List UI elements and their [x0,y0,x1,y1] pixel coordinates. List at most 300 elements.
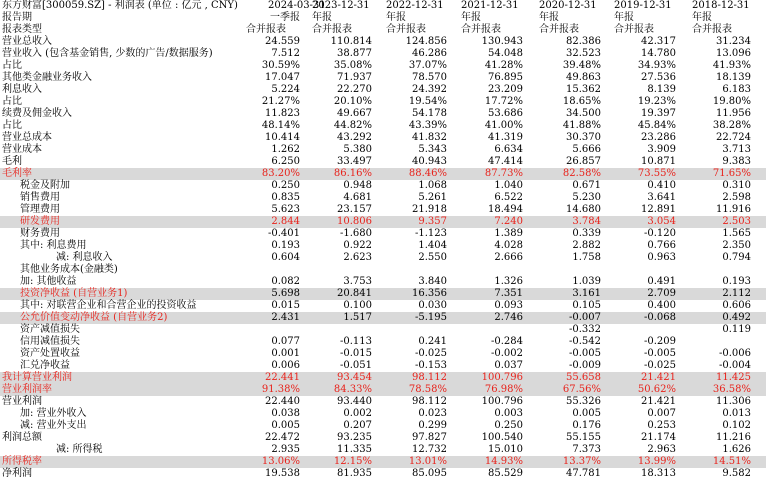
row-value: -0.025 [643,360,676,371]
row-value: 5.224 [271,84,300,95]
row-value: 7.373 [572,444,601,455]
row-label: 加: 其他收益 [20,276,77,287]
row-value: 85.529 [488,468,523,479]
row-value: 13.37% [562,456,601,467]
row-value: 49.667 [337,108,372,119]
table-row [0,228,766,240]
row-value: 0.193 [271,240,300,251]
row-value: 0.193 [722,276,751,287]
row-label: 其他类金融业务收入 [2,72,92,83]
row-value: 1.517 [343,312,372,323]
row-value: 24.559 [265,36,300,47]
table-row [0,468,766,480]
row-label: 财务费用 [20,228,60,239]
row-value [681,264,751,276]
row-value: 2.598 [722,192,751,203]
row-value: 97.827 [412,432,447,443]
row-value: 36.58% [712,384,751,395]
row-value: 0.671 [572,180,601,191]
row-value: 19.54% [408,96,447,107]
row-value: 0.299 [418,420,447,431]
row-value: 0.766 [647,240,676,251]
row-value [606,324,676,336]
row-value [453,264,523,276]
table-row [0,240,766,252]
type-col-6: 合并报表 [614,24,654,35]
row-value: 100.796 [481,396,523,407]
row-label: 信用减值损失 [20,336,80,347]
row-value: 30.59% [261,60,300,71]
sheet-title: 东方财富[300059.SZ] - 利润表 (单位 : 亿元 , CNY) [2,0,238,11]
row-value: 18.494 [488,204,523,215]
table-row [0,132,766,144]
row-value: 5.698 [271,288,300,299]
row-value: 9.383 [722,156,751,167]
row-value [606,264,676,276]
row-value: 130.943 [481,36,523,47]
row-value: 78.58% [408,384,447,395]
table-row [0,276,766,288]
row-value: 30.370 [566,132,601,143]
row-value: 38.877 [337,48,372,59]
row-value: 14.680 [566,204,601,215]
row-label: 资产减值损失 [20,324,80,335]
row-value: -0.113 [339,336,372,347]
period-col-3: 年报 [386,12,406,23]
row-value: 0.037 [494,360,523,371]
row-value: 0.410 [647,180,676,191]
row-label: 加: 营业外收入 [20,408,87,419]
row-label: 税金及附加 [20,180,70,191]
row-value: -0.007 [568,312,601,323]
row-value: 6.522 [494,192,523,203]
row-value: 24.392 [412,84,447,95]
row-value: 18.313 [641,468,676,479]
row-value: -0.332 [568,324,601,335]
row-value: 49.863 [566,72,601,83]
row-value: 0.794 [722,252,751,263]
row-value: 41.832 [412,132,447,143]
row-value: 11.956 [716,108,751,119]
row-value: 46.286 [412,48,447,59]
row-value [681,336,751,348]
row-value: 22.724 [716,132,751,143]
table-row [0,96,766,108]
row-value: 11.916 [716,204,751,215]
row-value: -0.005 [568,348,601,359]
row-value: 3.909 [647,144,676,155]
row-value: 0.606 [722,300,751,311]
row-value: 0.006 [271,360,300,371]
row-value: 0.002 [343,408,372,419]
row-value [302,324,372,336]
row-value: -0.004 [718,360,751,371]
type-col-1: 合并报表 [246,24,286,35]
row-value: 41.88% [562,120,601,131]
row-value: 13.01% [408,456,447,467]
row-value: 0.250 [494,420,523,431]
row-label: 续费及佣金收入 [2,108,72,119]
row-label: 其中: 利息费用 [20,240,87,251]
type-col-5: 合并报表 [539,24,579,35]
table-row [0,348,766,360]
row-value: 41.319 [488,132,523,143]
row-label: 营业利润 [2,396,42,407]
row-value: 2.550 [418,252,447,263]
row-value: 15.010 [488,444,523,455]
row-label: 毛利 [2,156,22,167]
row-value: 11.823 [265,108,300,119]
table-row [0,36,766,48]
row-label: 资产处置收益 [20,348,80,359]
row-value: 0.102 [722,420,751,431]
row-value: 0.253 [647,420,676,431]
row-value: 0.005 [271,420,300,431]
row-value: 7.512 [271,48,300,59]
table-row [0,372,766,384]
row-value: 0.105 [572,300,601,311]
row-value: 21.27% [261,96,300,107]
type-col-2: 合并报表 [312,24,352,35]
row-value: 54.178 [412,108,447,119]
row-value: -0.025 [414,348,447,359]
row-value: 3.161 [572,288,601,299]
row-value: 43.39% [408,120,447,131]
table-row [0,204,766,216]
table-row [0,432,766,444]
table-row [0,396,766,408]
row-value: -0.401 [267,228,300,239]
row-value: 11.306 [716,396,751,407]
row-label: 净利润 [2,468,32,479]
row-value: 17.72% [484,96,523,107]
period-col-4: 年报 [461,12,481,23]
row-value: 100.796 [481,372,523,383]
row-value: 11.335 [337,444,372,455]
row-value: 5.623 [271,204,300,215]
row-label: 利润总额 [2,432,42,443]
row-value [531,264,601,276]
period-col-5: 年报 [539,12,559,23]
row-value: 0.100 [343,300,372,311]
table-row [0,420,766,432]
row-value: 17.047 [265,72,300,83]
table-row [0,72,766,84]
row-label: 毛利率 [2,168,32,179]
row-value: 33.497 [337,156,372,167]
row-value: 7.240 [494,216,523,227]
row-value: 0.241 [418,336,447,347]
row-value: 71.65% [712,168,751,179]
row-value [230,264,300,276]
row-label: 投资净收益 (自营业务1) [20,288,128,299]
row-value: 0.023 [418,408,447,419]
row-value: 2.112 [722,288,751,299]
row-value: 45.84% [637,120,676,131]
row-value: 50.62% [637,384,676,395]
row-label: 减: 利息收入 [56,252,113,263]
row-value: 7.351 [494,288,523,299]
row-value: 5.343 [418,144,447,155]
table-row [0,444,766,456]
period-row [0,12,766,24]
row-label: 销售费用 [20,192,60,203]
row-value: 1.068 [418,180,447,191]
table-row [0,252,766,264]
row-value: 0.007 [647,408,676,419]
row-value: 18.139 [716,72,751,83]
date-col-3: 2022-12-31 [386,0,444,11]
row-value: 41.93% [712,60,751,71]
row-value: 20.10% [333,96,372,107]
row-value: 40.943 [412,156,447,167]
row-label: 所得税率 [2,456,42,467]
row-label: 汇兑净收益 [20,360,70,371]
type-label: 报表类型 [2,24,42,35]
row-value: 0.492 [722,312,751,323]
row-value: 14.51% [712,456,751,467]
row-value: 91.38% [261,384,300,395]
row-value: 13.06% [261,456,300,467]
date-col-2: 2023-12-31 [312,0,370,11]
row-value [302,264,372,276]
row-value: 37.07% [408,60,447,71]
period-col-2: 年报 [312,12,332,23]
row-value: 11.425 [716,372,751,383]
table-row [0,360,766,372]
row-value: 0.310 [722,180,751,191]
row-value: 55.155 [566,432,601,443]
row-value: 48.14% [261,120,300,131]
row-value: 47.781 [566,468,601,479]
row-value: 13.99% [637,456,676,467]
row-value: 20.841 [337,288,372,299]
row-value: 54.048 [488,48,523,59]
period-col-6: 年报 [614,12,634,23]
row-value: 10.871 [641,156,676,167]
date-col-4: 2021-12-31 [461,0,519,11]
row-value: 6.183 [722,84,751,95]
row-label: 研发费用 [20,216,60,227]
row-value: -0.542 [568,336,601,347]
statement-type-row [0,24,766,36]
row-value: 1.565 [722,228,751,239]
type-col-3: 合并报表 [386,24,426,35]
row-value: 2.935 [271,444,300,455]
row-value: 0.922 [343,240,372,251]
table-row [0,120,766,132]
row-value [377,324,447,336]
table-row [0,408,766,420]
table-row [0,192,766,204]
row-value: 0.013 [722,408,751,419]
row-value: 81.935 [337,468,372,479]
row-value: 3.753 [343,276,372,287]
row-value: 0.207 [343,420,372,431]
row-value: 0.250 [271,180,300,191]
row-value [377,264,447,276]
row-value: 21.918 [412,204,447,215]
row-value: 22.270 [337,84,372,95]
row-value: 2.709 [647,288,676,299]
row-value: 87.73% [484,168,523,179]
table-row [0,216,766,228]
table-row [0,84,766,96]
table-row [0,60,766,72]
row-value: 34.500 [566,108,601,119]
row-value: 1.039 [572,276,601,287]
table-row [0,264,766,276]
row-value: 32.523 [566,48,601,59]
row-value: -0.153 [414,360,447,371]
row-value: 2.963 [647,444,676,455]
date-col-6: 2019-12-31 [614,0,672,11]
table-row [0,108,766,120]
row-value: 19.538 [265,468,300,479]
date-col-5: 2020-12-31 [539,0,597,11]
row-value: 6.250 [271,156,300,167]
row-value: 0.082 [271,276,300,287]
date-col-1: 2024-03-31 [268,0,326,11]
row-value: -1.123 [414,228,447,239]
row-value: 10.414 [265,132,300,143]
row-label: 公允价值变动净收益 (自营业务2) [20,312,168,323]
row-label: 营业总成本 [2,132,52,143]
row-value: 15.362 [566,84,601,95]
row-value: 0.038 [271,408,300,419]
row-value: 12.732 [412,444,447,455]
row-value: 0.400 [647,300,676,311]
row-value: 98.112 [412,372,447,383]
row-value: 6.634 [494,144,523,155]
row-value: 82.58% [562,168,601,179]
row-value: 3.713 [722,144,751,155]
row-value: 2.746 [494,312,523,323]
row-value: 93.440 [337,396,372,407]
row-value: -0.002 [490,348,523,359]
row-value: 5.380 [343,144,372,155]
row-value: 0.015 [271,300,300,311]
row-value: 2.503 [722,216,751,227]
row-value: 21.421 [641,396,676,407]
table-row [0,48,766,60]
row-value: 18.65% [562,96,601,107]
row-value: 2.882 [572,240,601,251]
row-value: -0.209 [643,336,676,347]
row-value: 2.350 [722,240,751,251]
table-row [0,312,766,324]
row-value: 88.46% [408,168,447,179]
row-value: 93.454 [337,372,372,383]
row-value: 2.844 [271,216,300,227]
row-label: 营业总收入 [2,36,52,47]
row-value: 0.093 [494,300,523,311]
type-col-4: 合并报表 [461,24,501,35]
row-value: 14.93% [484,456,523,467]
row-value: 0.948 [343,180,372,191]
row-value: 110.814 [330,36,372,47]
row-value: 13.096 [716,48,751,59]
row-value: 55.326 [566,396,601,407]
row-value: 0.491 [647,276,676,287]
title-row [0,0,766,12]
row-value: 34.93% [637,60,676,71]
row-value: -0.006 [718,348,751,359]
row-value: 84.33% [333,384,372,395]
table-row [0,300,766,312]
row-value: 2.623 [343,252,372,263]
row-value: -0.009 [568,360,601,371]
row-value: 86.16% [333,168,372,179]
row-value: 41.00% [484,120,523,131]
row-value: 22.472 [265,432,300,443]
row-value: 71.937 [337,72,372,83]
period-col-1: 一季报 [270,12,300,23]
row-value: 0.005 [572,408,601,419]
row-value: 1.040 [494,180,523,191]
row-value: 5.666 [572,144,601,155]
row-value: 0.001 [271,348,300,359]
date-col-7: 2018-12-31 [692,0,750,11]
row-label: 管理费用 [20,204,60,215]
row-value: 1.326 [494,276,523,287]
table-row [0,324,766,336]
row-value: 23.209 [488,84,523,95]
row-value: 124.856 [405,36,447,47]
row-value: 44.82% [333,120,372,131]
row-value: 5.230 [572,192,601,203]
row-value: 0.604 [271,252,300,263]
row-value: 39.48% [562,60,601,71]
row-value: 31.234 [716,36,751,47]
row-value: 85.095 [412,468,447,479]
table-row [0,384,766,396]
row-value: 5.261 [418,192,447,203]
row-label: 营业收入 (包含基金销售, 少数的广告/数据服务) [2,48,213,59]
row-value: 11.216 [716,432,751,443]
row-label: 其中: 对联营企业和合营企业的投资收益 [20,300,197,311]
row-value: -1.680 [339,228,372,239]
row-value: 21.174 [641,432,676,443]
row-value: -0.005 [643,348,676,359]
row-value: -0.284 [490,336,523,347]
row-value: 76.98% [484,384,523,395]
row-value: -5.195 [414,312,447,323]
row-value: 38.28% [712,120,751,131]
row-value: 19.80% [712,96,751,107]
table-row [0,156,766,168]
row-value: -0.068 [643,312,676,323]
table-row [0,288,766,300]
row-value: 12.891 [641,204,676,215]
type-col-7: 合并报表 [692,24,732,35]
row-label: 占比 [2,120,22,131]
row-value: 53.686 [488,108,523,119]
row-value: 8.139 [647,84,676,95]
row-value: 83.20% [261,168,300,179]
row-value: 82.386 [566,36,601,47]
table-row [0,456,766,468]
row-value: 1.626 [722,444,751,455]
row-value: 19.397 [641,108,676,119]
row-label: 占比 [2,60,22,71]
row-value: 9.582 [722,468,751,479]
row-value: 1.389 [494,228,523,239]
row-value: 23.157 [337,204,372,215]
row-value: 3.784 [572,216,601,227]
row-label: 其他业务成本(金融类) [20,264,118,275]
row-label: 占比 [2,96,22,107]
